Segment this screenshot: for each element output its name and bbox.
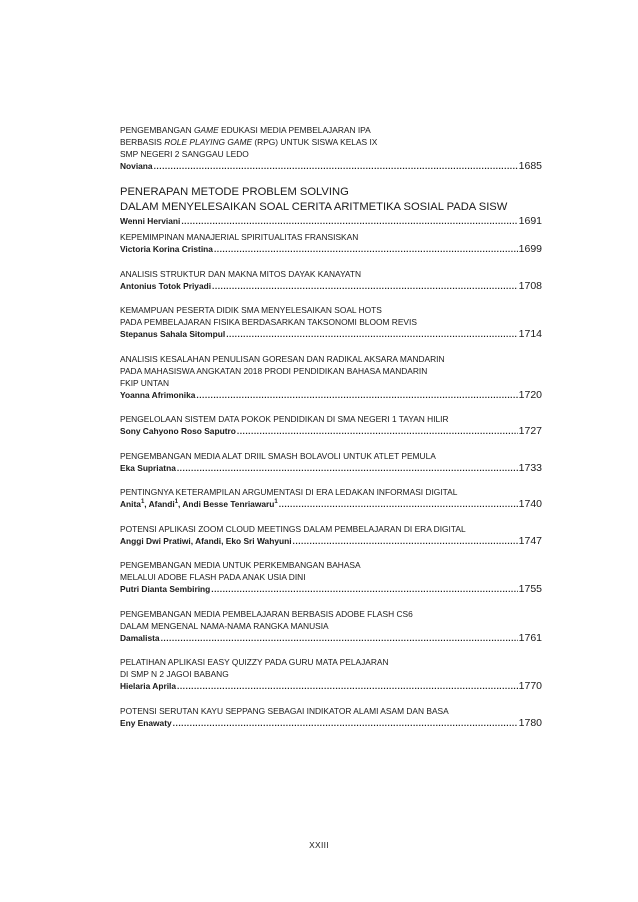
toc-entry (120, 523, 542, 548)
page-footer-number: XXIII (309, 840, 329, 850)
author-line (120, 583, 542, 596)
toc-entry (120, 705, 542, 730)
entry-title: PENGELOLAAN SISTEM DATA POKOK PENDIDIKAN DI SMA NEGERI 1 TAYAN HILIR (120, 414, 449, 424)
entry-title: KEPEMIMPINAN MANAJERIAL SPIRITUALITAS FRANSISKAN (120, 232, 359, 242)
entry-title: PENTINGNYA KETERAMPILAN ARGUMENTASI DI ERA LEDAKAN INFORMASI DIGITAL (120, 487, 458, 497)
entry-title: PENGEMBANGAN GAME EDUKASI MEDIA PEMBELAJARAN IPA BERBASIS ROLE PLAYING GAME (RPG) UNTUK SISWA KELAS IX SMP NEGERI 2 SANGGAU LEDO (120, 125, 378, 159)
author-line (120, 280, 542, 293)
author-line (120, 680, 542, 693)
page-number: 1780 (518, 716, 542, 729)
leader-dots (214, 243, 518, 256)
page-number: 1761 (518, 631, 542, 644)
author-name: Noviana (120, 161, 153, 171)
toc-entry (120, 353, 542, 402)
entry-title: PENGEMBANGAN MEDIA PEMBELAJARAN BERBASIS ADOBE FLASH CS6 DALAM MENGENAL NAMA-NAMA RANGKA MANUSIA (120, 608, 413, 631)
page-number: 1691 (518, 214, 542, 227)
page-number: 1727 (518, 425, 542, 437)
page-number: 1714 (518, 328, 542, 340)
author-name: Anggi Dwi Pratiwi, Afandi, Eko Sri Wahyuni (120, 535, 292, 546)
author-line (120, 215, 542, 228)
toc-entry (120, 656, 542, 693)
leader-dots (279, 498, 518, 511)
leader-dots (293, 535, 518, 548)
toc-entry (120, 450, 542, 475)
page-number: 1770 (518, 680, 542, 692)
author-name: Wenni Herviani (120, 215, 181, 226)
author-name: Yoanna Afrimonika (120, 389, 196, 400)
toc-entry (120, 231, 542, 256)
leader-dots (161, 632, 518, 645)
page-number: 1755 (518, 583, 542, 595)
leader-dots (196, 389, 517, 402)
author-name: Stepanus Sahala Sitompul (120, 329, 226, 339)
author-line (120, 243, 542, 256)
entry-title: KEMAMPUAN PESERTA DIDIK SMA MENYELESAIKAN SOAL HOTS PADA PEMBELAJARAN FISIKA BERDASARKAN TAKSONOMI BLOOM REVIS (120, 305, 417, 327)
author-name: Sony Cahyono Roso Saputro (120, 426, 236, 436)
leader-dots (212, 280, 518, 293)
page-number: 1747 (518, 534, 542, 547)
toc-entry (120, 268, 542, 293)
author-line (120, 462, 542, 475)
author-name: Antonius Totok Priyadi (120, 280, 212, 291)
leader-dots (237, 425, 518, 438)
author-name: Hielaria Aprila (120, 681, 177, 691)
leader-dots (173, 717, 518, 730)
author-name: Eka Supriatna (120, 462, 176, 473)
page-number: 1720 (518, 388, 542, 401)
author-line (120, 498, 542, 511)
author-line (120, 389, 542, 402)
page-number: 1740 (518, 498, 542, 510)
leader-dots (177, 680, 518, 693)
author-line (120, 717, 542, 730)
page-number: 1699 (518, 243, 542, 255)
page-number: 1685 (518, 160, 542, 172)
entry-title: ANALISIS STRUKTUR DAN MAKNA MITOS DAYAK KANAYATN (120, 268, 362, 279)
toc-entry (120, 559, 542, 596)
leader-dots (154, 160, 518, 173)
toc-entry (120, 413, 542, 438)
author-name: Eny Enawaty (120, 717, 172, 728)
toc-entry (120, 304, 542, 341)
author-line (120, 632, 542, 645)
author-line (120, 425, 542, 438)
italic-term: GAME (194, 125, 219, 135)
leader-dots (177, 462, 518, 475)
toc-entry (120, 124, 542, 173)
leader-dots (226, 328, 517, 341)
toc-entry (120, 185, 542, 228)
author-name: Victoria Korina Cristina (120, 244, 213, 254)
entry-title: POTENSI SERUTAN KAYU SEPPANG SEBAGAI INDIKATOR ALAMI ASAM DAN BASA (120, 705, 449, 716)
toc-entry (120, 486, 542, 511)
author-line (120, 535, 542, 548)
italic-term: ROLE PLAYING GAME (164, 137, 253, 147)
entry-title: PENERAPAN METODE PROBLEM SOLVING DALAM MENYELESAIKAN SOAL CERITA ARITMETIKA SOSIAL PADA SISW (120, 185, 508, 213)
entry-title: POTENSI APLIKASI ZOOM CLOUD MEETINGS DALAM PEMBELAJARAN DI ERA DIGITAL (120, 523, 466, 534)
table-of-contents (120, 124, 542, 741)
entry-title: PENGEMBANGAN MEDIA UNTUK PERKEMBANGAN BAHASA MELALUI ADOBE FLASH PADA ANAK USIA DINI (120, 560, 361, 582)
page-number: 1733 (518, 461, 542, 474)
page-number: 1708 (518, 279, 542, 292)
author-name: Putri Dianta Sembiring (120, 584, 211, 594)
leader-dots (181, 215, 517, 228)
author-name: Damalista (120, 632, 160, 643)
entry-title: PELATIHAN APLIKASI EASY QUIZZY PADA GURU MATA PELAJARAN DI SMP N 2 JAGOI BABANG (120, 657, 389, 679)
author-name: Anita$^1$, Afandi$^1$, Andi Besse Tenriawaru$^1$ (120, 499, 278, 509)
entry-title: PENGEMBANGAN MEDIA ALAT DRIIL SMASH BOLAVOLI UNTUK ATLET PEMULA (120, 450, 436, 461)
leader-dots (211, 583, 517, 596)
entry-title: ANALISIS KESALAHAN PENULISAN GORESAN DAN RADIKAL AKSARA MANDARIN PADA MAHASISWA ANGKATAN 2018 PRODI PENDIDIKAN BAHASA MANDARIN FKIP UNTAN (120, 353, 445, 388)
author-line (120, 328, 542, 341)
toc-entry (120, 608, 542, 645)
author-line (120, 160, 542, 173)
